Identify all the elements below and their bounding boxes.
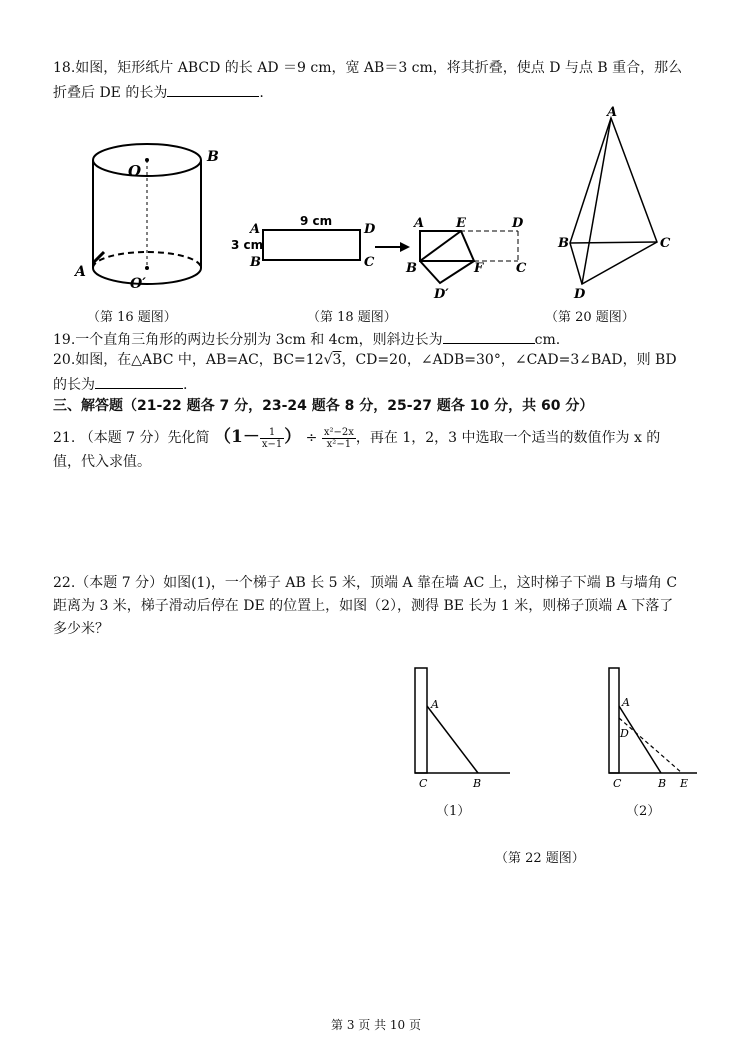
q18-line2-text: 折叠后 DE 的长为	[53, 85, 168, 101]
q20-line1	[53, 351, 677, 369]
rect-label-D: D	[364, 222, 376, 237]
q20-text-a: 20.如图，在△ABC 中，AB=AC，BC=12	[53, 352, 324, 368]
q21-paren-close: ）	[284, 427, 302, 447]
cyl-label-A: A	[75, 264, 86, 280]
arrow-icon	[400, 242, 410, 252]
sqrt-icon: √	[323, 352, 333, 368]
q21-text-b: ，再在 1，2，3 中选取一个适当的数值作为 x 的	[355, 430, 661, 446]
q21-text: 21. （本题 7 分）先化简	[53, 430, 210, 446]
f2-label-B: B	[658, 777, 667, 790]
q20-answer-blank[interactable]	[95, 374, 183, 389]
rect-length-label: 9 cm	[300, 214, 333, 228]
f1-caption: （1）	[436, 804, 471, 819]
q22-line3: 多少米？	[53, 621, 109, 637]
fold-label-Dprime: D′	[434, 287, 449, 302]
page-footer: 第 3 页 共 10 页	[331, 1018, 421, 1032]
caption-fig18: （第 18 题图）	[307, 310, 397, 325]
tetra-label-A: A	[607, 105, 618, 120]
f2-label-E: E	[680, 777, 689, 790]
tetrahedron-figure	[552, 104, 677, 299]
f1-label-A: A	[431, 698, 439, 711]
ladder-figure-1	[405, 664, 515, 794]
q21-f2-num: x²−2x	[323, 426, 354, 438]
q20-line2	[53, 374, 187, 394]
q21-f1-num: 1	[260, 427, 284, 439]
f2-label-A: A	[622, 696, 630, 709]
cyl-label-O: O	[128, 162, 142, 180]
q20-line2-text: 的长为	[53, 377, 95, 393]
q21-one-minus: 1－	[230, 427, 260, 447]
q21-paren-open: （	[213, 427, 231, 447]
q19-answer-blank[interactable]	[443, 329, 535, 344]
rect-width-label: 3 cm	[231, 238, 264, 252]
caption-fig20: （第 20 题图）	[545, 310, 635, 325]
fold-label-A: A	[414, 216, 425, 231]
f2-label-C: C	[613, 777, 622, 790]
q22-line2: 距离为 3 米，梯子滑动后停在 DE 的位置上，如图（2），测得 BE 长为 1 米，则梯子顶端 A 下落了	[53, 598, 674, 614]
q21-line1	[53, 424, 660, 450]
fold-label-D: D	[512, 216, 524, 231]
rect-label-B: B	[250, 255, 261, 270]
ladder-figure-2	[603, 664, 703, 794]
q21-line2: 值，代入求值。	[53, 454, 151, 470]
tetra-label-B: B	[558, 236, 569, 251]
q20-text-b: ，CD=20，∠ADB=30°，∠CAD=3∠BAD，则 BD	[341, 352, 677, 368]
q18-line2-end: .	[259, 85, 264, 101]
caption-fig16: （第 16 题图）	[87, 310, 177, 325]
tetra-label-D: D	[574, 287, 586, 299]
caption-fig22: （第 22 题图）	[495, 851, 585, 866]
q20-sqrt-value: 3	[332, 352, 342, 368]
section-3-heading	[53, 397, 593, 415]
cyl-label-B: B	[207, 149, 219, 165]
fold-figure	[228, 208, 538, 303]
fold-label-B: B	[406, 261, 417, 276]
q22-line1: 22.（本题 7 分）如图(1)，一个梯子 AB 长 5 米，顶端 A 靠在墙 AC 上，这时梯子下端 B 与墙角 C	[53, 575, 678, 591]
q20-line2-end: .	[183, 377, 188, 393]
f1-label-B: B	[473, 777, 482, 790]
fold-label-E: E	[456, 216, 466, 231]
f1-label-C: C	[419, 777, 428, 790]
q21-fraction-2	[322, 427, 356, 450]
fold-label-F: F	[474, 261, 484, 276]
q19-text: 19.一个直角三角形的两边长分别为 3cm 和 4cm，则斜边长为	[53, 332, 443, 348]
section-3-title: 三、解答题	[53, 398, 123, 414]
q21-f2-den: x²−1	[326, 438, 352, 450]
tetra-label-C: C	[660, 236, 671, 251]
q18-line1: 18.如图，矩形纸片 ABCD 的长 AD ＝9 cm，宽 AB＝3 cm，将其折叠，使点 D 与点 B 重合，那么	[53, 60, 683, 76]
q21-divide: ÷	[305, 430, 318, 446]
rect-label-A: A	[250, 222, 261, 237]
section-3-note: （21-22 题各 7 分，23-24 题各 8 分，25-27 题各 10 分，共 60 分）	[123, 398, 594, 414]
f2-label-D: D	[620, 727, 629, 740]
rect-label-C: C	[364, 255, 375, 270]
cyl-label-Oprime: O′	[130, 276, 146, 292]
q18-line2	[53, 82, 264, 102]
fold-label-C: C	[516, 261, 527, 276]
q18-answer-blank[interactable]	[167, 82, 259, 97]
q19	[53, 329, 560, 349]
q21-fraction-1	[260, 427, 284, 450]
f2-caption: （2）	[626, 804, 661, 819]
q19-unit: cm.	[534, 332, 561, 348]
q21-f1-den: x−1	[261, 438, 283, 450]
cylinder-figure	[70, 128, 230, 298]
